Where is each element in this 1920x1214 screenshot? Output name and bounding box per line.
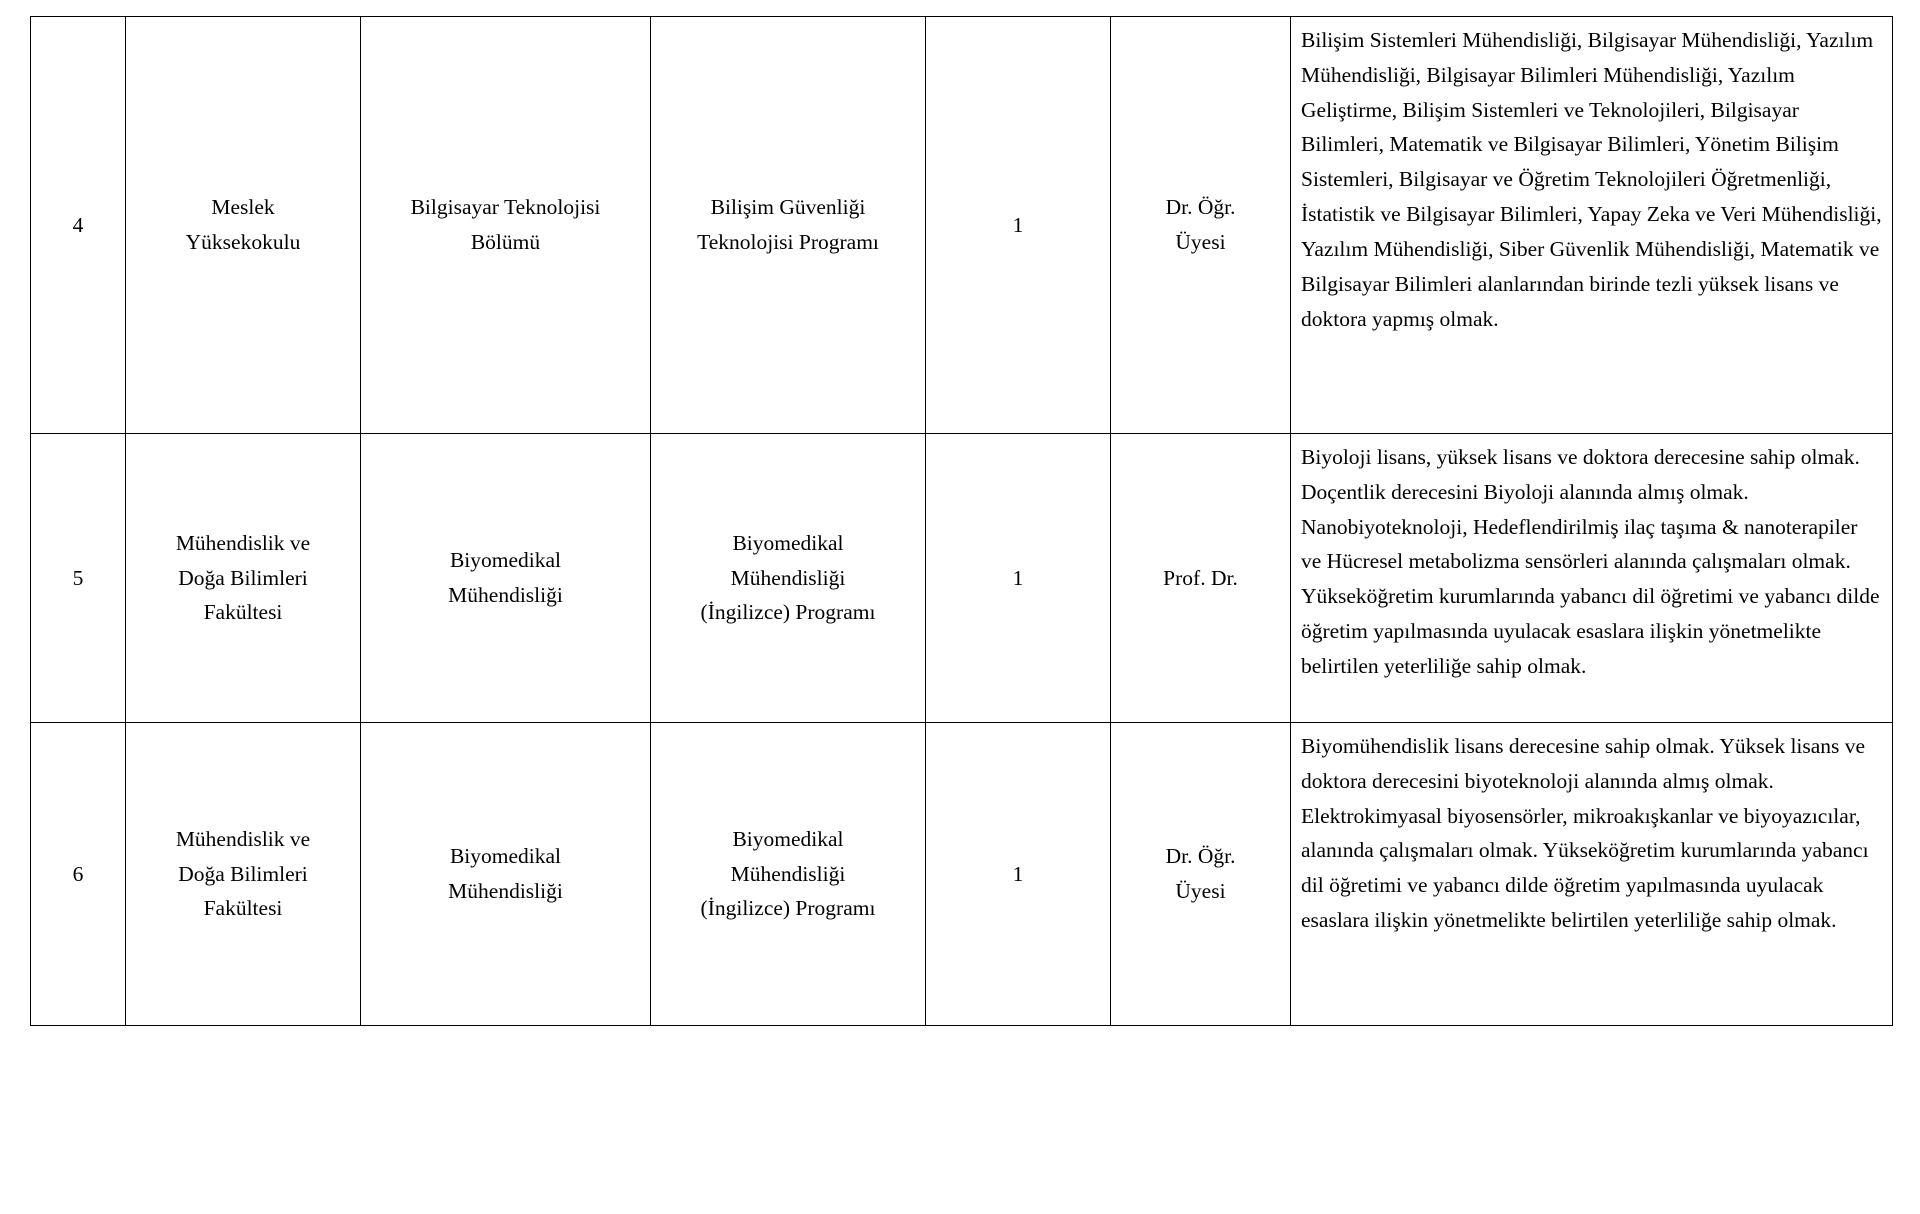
row-unit-line: Yüksekokulu: [185, 230, 301, 254]
row-unit: [126, 17, 361, 434]
row-number: 6: [31, 723, 126, 1026]
row-title: [1111, 723, 1291, 1026]
row-number: 4: [31, 17, 126, 434]
row-unit-line: Mühendislik ve: [175, 826, 311, 851]
table-row: [31, 17, 1893, 434]
row-quantity: 1: [926, 17, 1111, 434]
table-row: [31, 723, 1893, 1026]
row-program: [651, 723, 926, 1026]
row-department-line: Mühendisliği: [448, 583, 563, 607]
row-title: [1111, 434, 1291, 723]
row-program: [651, 434, 926, 723]
row-unit-line: Doğa Bilimleri: [178, 565, 308, 590]
row-conditions: Bilişim Sistemleri Mühendisliği, Bilgisayar Mühendisliği, Yazılım Mühendisliği, Bilgisayar Bilimleri Mühendisliği, Yazılım Geliştirme, Bilişim Sistemleri ve Teknolojileri, Bilgisayar Bilimleri, Matematik ve Bilgisayar Bilimleri, Yönetim Bilişim Sistemleri, Bilgisayar ve Öğretim Teknolojileri Öğretmenliği, İstatistik ve Bilgisayar Bilimleri, Yapay Zeka ve Veri Mühendisliği, Yazılım Mühendisliği, Siber Güvenlik Mühendisliği, Matematik ve Bilgisayar Bilimleri alanlarından birinde tezli yüksek lisans ve doktora yapmış olmak.: [1291, 17, 1893, 434]
table-row: [31, 434, 1893, 723]
row-quantity: 1: [926, 434, 1111, 723]
row-number: 5: [31, 434, 126, 723]
row-unit-line: Fakültesi: [203, 600, 283, 625]
row-program-line: (İngilizce) Programı: [700, 600, 876, 625]
row-program-line: Mühendisliği: [730, 565, 846, 590]
row-program-line: (İngilizce) Programı: [700, 896, 876, 921]
row-title-line: Dr. Öğr.: [1165, 844, 1236, 869]
academic-positions-table: [30, 16, 1893, 1026]
row-unit: [126, 723, 361, 1026]
row-unit-line: Mühendislik ve: [175, 530, 311, 555]
row-program-line: Biyomedikal: [732, 530, 844, 555]
row-program: [651, 17, 926, 434]
row-department: [361, 723, 651, 1026]
row-title-line: Dr. Öğr.: [1165, 195, 1236, 220]
row-program-line: Mühendisliği: [730, 861, 846, 886]
row-unit: [126, 434, 361, 723]
row-department: [361, 17, 651, 434]
row-title: [1111, 17, 1291, 434]
row-quantity: 1: [926, 723, 1111, 1026]
row-department-line: Biyomedikal: [449, 844, 562, 869]
row-department-line: Bölümü: [470, 230, 541, 254]
row-unit-line: Doğa Bilimleri: [178, 861, 308, 886]
row-program-line: Teknolojisi Programı: [697, 230, 879, 254]
row-department-line: Biyomedikal: [449, 548, 562, 573]
row-unit-line: Fakültesi: [203, 896, 283, 921]
row-title-line: Üyesi: [1175, 879, 1226, 903]
row-unit-line: Meslek: [211, 195, 275, 220]
row-program-line: Bilişim Güvenliği: [710, 195, 866, 220]
row-department-line: Bilgisayar Teknolojisi: [410, 195, 601, 220]
row-department: [361, 434, 651, 723]
row-conditions: Biyomühendislik lisans derecesine sahip olmak. Yüksek lisans ve doktora derecesini biyoteknoloji alanında almış olmak. Elektrokimyasal biyosensörler, mikroakışkanlar ve biyoyazıcılar, alanında çalışmaları olmak. Yükseköğretim kurumlarında yabancı dil öğretimi ve yabancı dilde öğretim yapılmasında uyulacak esaslara ilişkin yönetmelikte belirtilen yeterliliğe sahip olmak.: [1291, 723, 1893, 1026]
row-title-line: Üyesi: [1175, 230, 1226, 254]
row-title-line: Prof. Dr.: [1163, 565, 1238, 590]
row-conditions: Biyoloji lisans, yüksek lisans ve doktora derecesine sahip olmak. Doçentlik derecesini Biyoloji alanında almış olmak. Nanobiyoteknoloji, Hedeflendirilmiş ilaç taşıma & nanoterapiler ve Hücresel metabolizma sensörleri alanında çalışmaları olmak. Yükseköğretim kurumlarında yabancı dil öğretimi ve yabancı dilde öğretim yapılmasında uyulacak esaslara ilişkin yönetmelikte belirtilen yeterliliğe sahip olmak.: [1291, 434, 1893, 723]
row-program-line: Biyomedikal: [732, 826, 844, 851]
row-department-line: Mühendisliği: [448, 879, 563, 903]
